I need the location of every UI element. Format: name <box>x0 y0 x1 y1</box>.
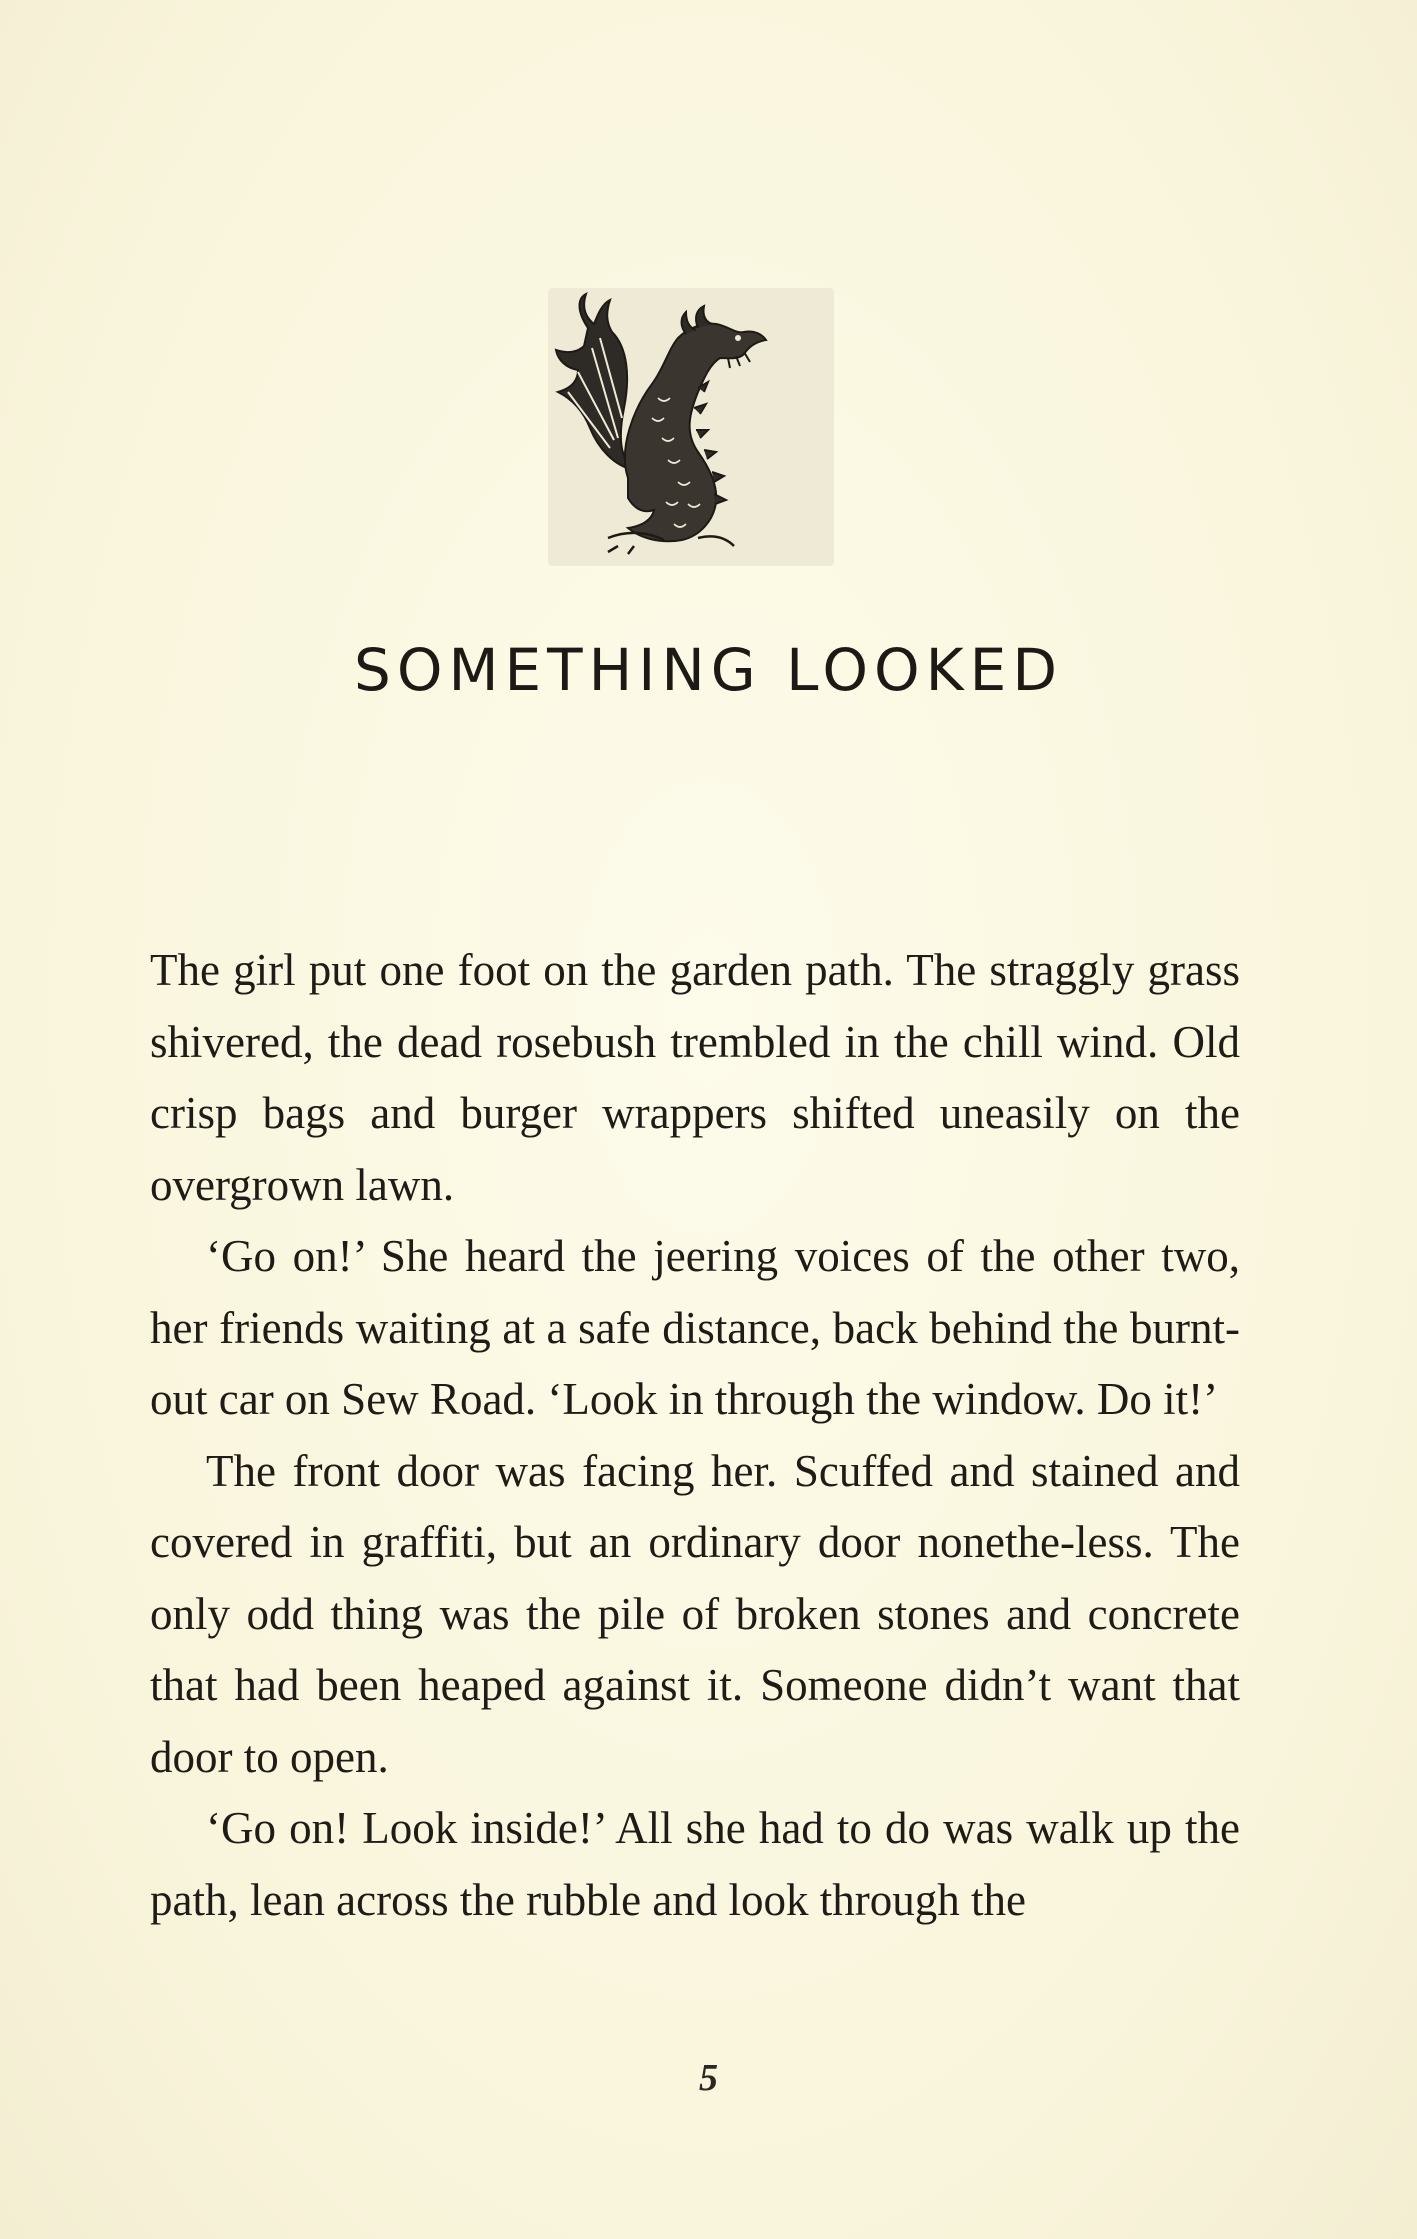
paragraph: The front door was facing her. Scuffed and stained and covered in graffiti, but an ordinary door nonethe-less. The only odd thing was the pile of broken stones and concrete that had been heaped against it. Someone didn’t want that door to open. <box>150 1445 1240 1782</box>
chapter-title: SOMETHING LOOKED <box>354 636 1063 704</box>
paragraph: The girl put one foot on the garden path. The straggly grass shivered, the dead rosebush trembled in the chill wind. Old crisp bags and burger wrappers shifted uneasily on the overgrown lawn. <box>150 945 1240 1210</box>
chapter-body <box>150 935 1240 1936</box>
dragon-illustration-icon <box>548 288 834 566</box>
paragraph: ‘Go on!’ She heard the jeering voices of the other two, her friends waiting at a safe distance, back behind the burnt-out car on Sew Road. ‘Look in through the window. Do it!’ <box>150 1231 1240 1424</box>
paragraph: ‘Go on! Look inside!’ All she had to do was walk up the path, lean across the rubble and look through the <box>150 1803 1240 1925</box>
page-number: 5 <box>699 2057 718 2099</box>
